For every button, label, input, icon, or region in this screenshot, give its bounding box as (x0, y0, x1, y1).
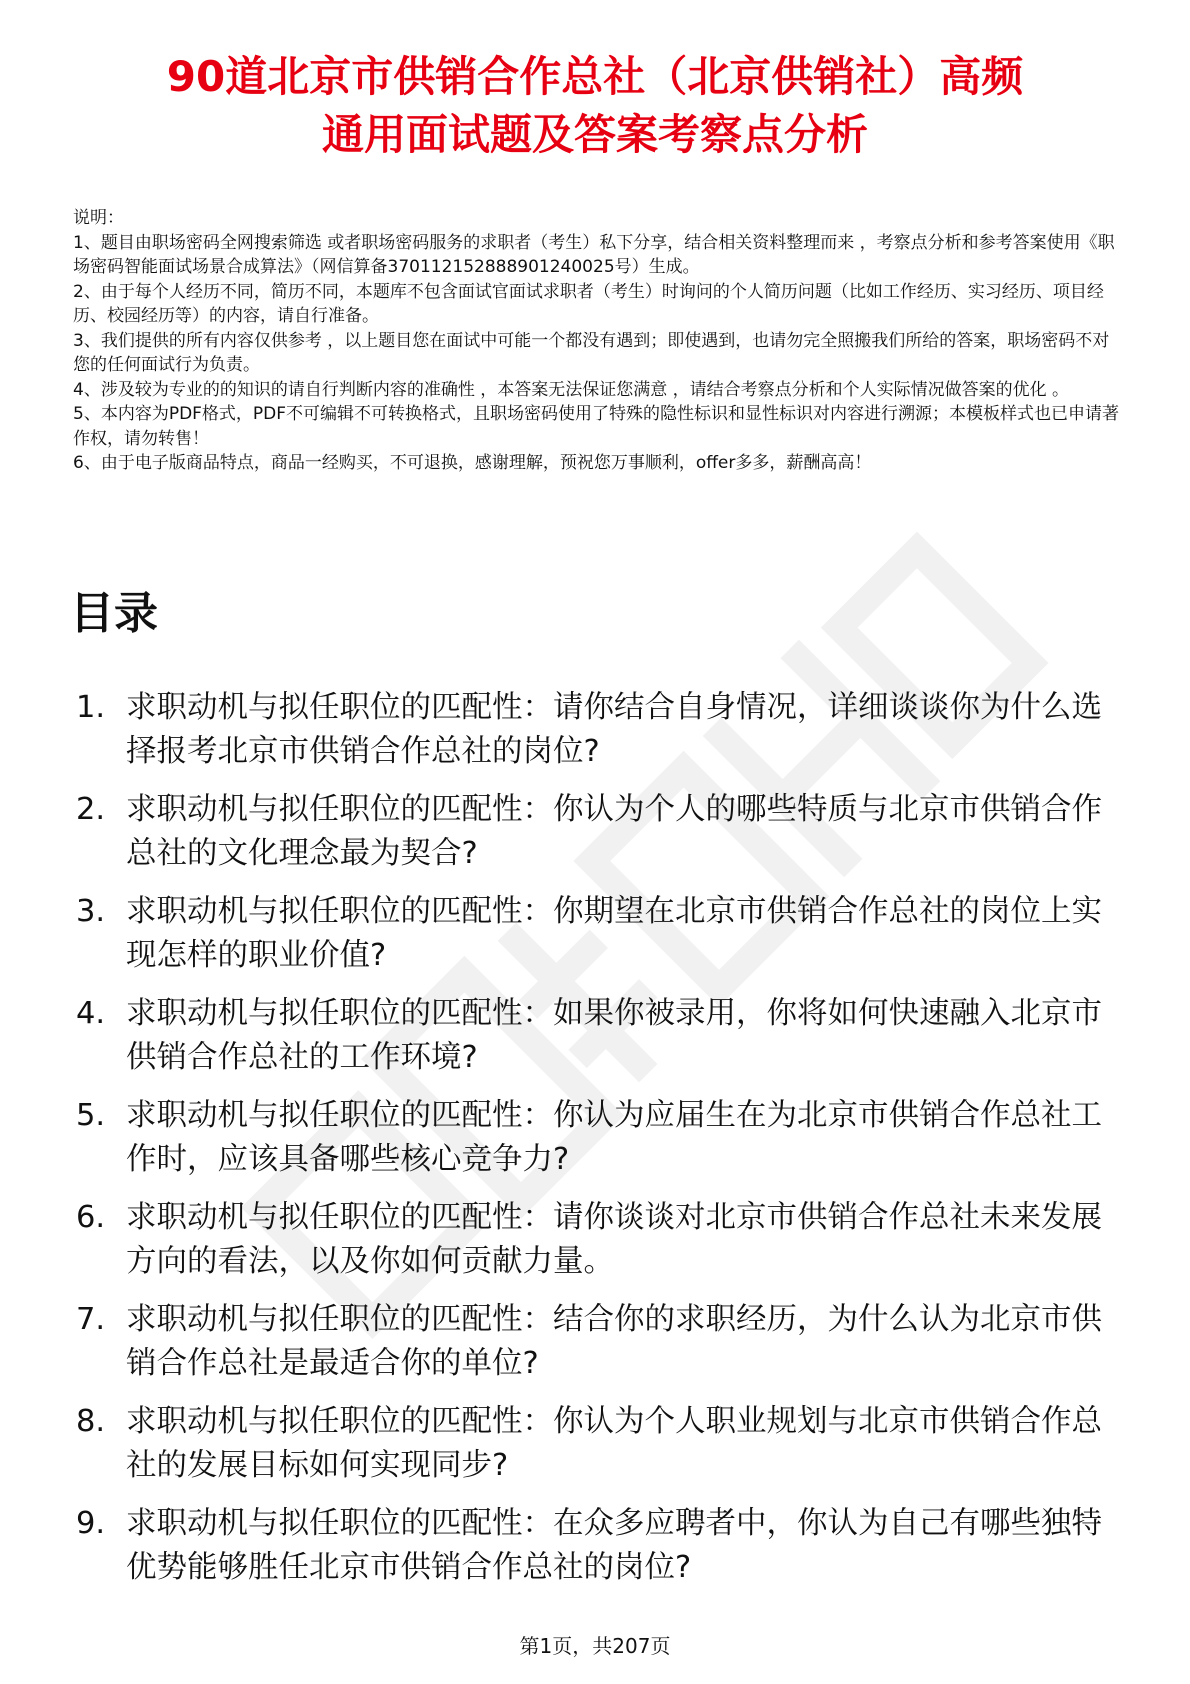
toc-item-text: 求职动机与拟任职位的匹配性：你认为应届生在为北京市供销合作总社工作时，应该具备哪些核心竞争力? (126, 1098, 1102, 1177)
title-line-1: 90道北京市供销合作总社（北京供销社）高频 (166, 52, 1024, 101)
note-1: 1、题目由职场密码全网搜索筛选 或者职场密码服务的求职者（考生）私下分享，结合相关资料整理而来 ，考察点分析和参考答案使用《职场密码智能面试场景合成算法》（网信算备370112152888901240025号）生成。 (73, 232, 1115, 277)
notes-section (73, 206, 1123, 476)
page-footer: 第1页，共207页 (519, 1634, 671, 1658)
note-3: 3、我们提供的所有内容仅供参考 ，以上题目您在面试中可能一个都没有遇到；即使遇到，也请勿完全照搬我们所给的答案，职场密码不对您的任何面试行为负责。 (73, 330, 1110, 375)
toc-item-text: 求职动机与拟任职位的匹配性：请你谈谈对北京市供销合作总社未来发展方向的看法，以及你如何贡献力量。 (126, 1200, 1102, 1279)
title-line-2: 通用面试题及答案考察点分析 (321, 110, 868, 159)
toc-item[interactable] (74, 1094, 1124, 1182)
note-6: 6、由于电子版商品特点，商品一经购买，不可退换，感谢理解，预祝您万事顺利，offer多多，薪酬高高！ (73, 453, 872, 473)
note-4: 4、涉及较为专业的的知识的请自行判断内容的准确性 ，本答案无法保证您满意 ，请结合考察点分析和个人实际情况做答案的优化 。 (73, 379, 1070, 400)
toc-list (74, 686, 1124, 1604)
toc-item-text: 求职动机与拟任职位的匹配性：请你结合自身情况，详细谈谈你为什么选择报考北京市供销合作总社的岗位? (126, 690, 1102, 769)
toc-item-number: 5. (76, 1098, 106, 1133)
toc-item-number: 9. (76, 1506, 106, 1541)
toc-item-number: 6. (76, 1200, 106, 1235)
toc-item-number: 2. (76, 792, 106, 827)
toc-item-number: 3. (76, 894, 106, 929)
note-2: 2、由于每个人经历不同，简历不同，本题库不包含面试官面试求职者（考生）时询问的个人简历问题（比如工作经历、实习经历、项目经历、校园经历等）的内容，请自行准备。 (73, 281, 1104, 326)
toc-item-text: 求职动机与拟任职位的匹配性：你认为个人职业规划与北京市供销合作总社的发展目标如何实现同步? (126, 1404, 1102, 1483)
toc-item[interactable] (74, 1502, 1124, 1590)
toc-item-number: 1. (76, 690, 106, 725)
toc-item-text: 求职动机与拟任职位的匹配性：如果你被录用，你将如何快速融入北京市供销合作总社的工作环境? (126, 996, 1102, 1075)
toc-item[interactable] (74, 788, 1124, 876)
toc-item[interactable] (74, 1400, 1124, 1488)
toc-item-text: 求职动机与拟任职位的匹配性：你认为个人的哪些特质与北京市供销合作总社的文化理念最为契合? (126, 792, 1102, 871)
toc-item-text: 求职动机与拟任职位的匹配性：你期望在北京市供销合作总社的岗位上实现怎样的职业价值? (126, 894, 1102, 973)
document-title (60, 48, 1130, 164)
toc-item-number: 7. (76, 1302, 106, 1337)
notes-label: 说明： (73, 208, 124, 228)
toc-item-number: 4. (76, 996, 106, 1031)
toc-item-text: 求职动机与拟任职位的匹配性：在众多应聘者中，你认为自己有哪些独特优势能够胜任北京市供销合作总社的岗位? (126, 1506, 1102, 1585)
toc-item-text: 求职动机与拟任职位的匹配性：结合你的求职经历，为什么认为北京市供销合作总社是最适合你的单位? (126, 1302, 1102, 1381)
toc-item[interactable] (74, 1196, 1124, 1284)
toc-item[interactable] (74, 992, 1124, 1080)
toc-item[interactable] (74, 890, 1124, 978)
toc-item[interactable] (74, 1298, 1124, 1386)
toc-item[interactable] (74, 686, 1124, 774)
toc-heading: 目录 (70, 588, 158, 639)
toc-item-number: 8. (76, 1404, 106, 1439)
note-5: 5、本内容为PDF格式，PDF不可编辑不可转换格式，且职场密码使用了特殊的隐性标识和显性标识对内容进行溯源；本模板样式也已申请著作权，请勿转售！ (73, 404, 1120, 449)
